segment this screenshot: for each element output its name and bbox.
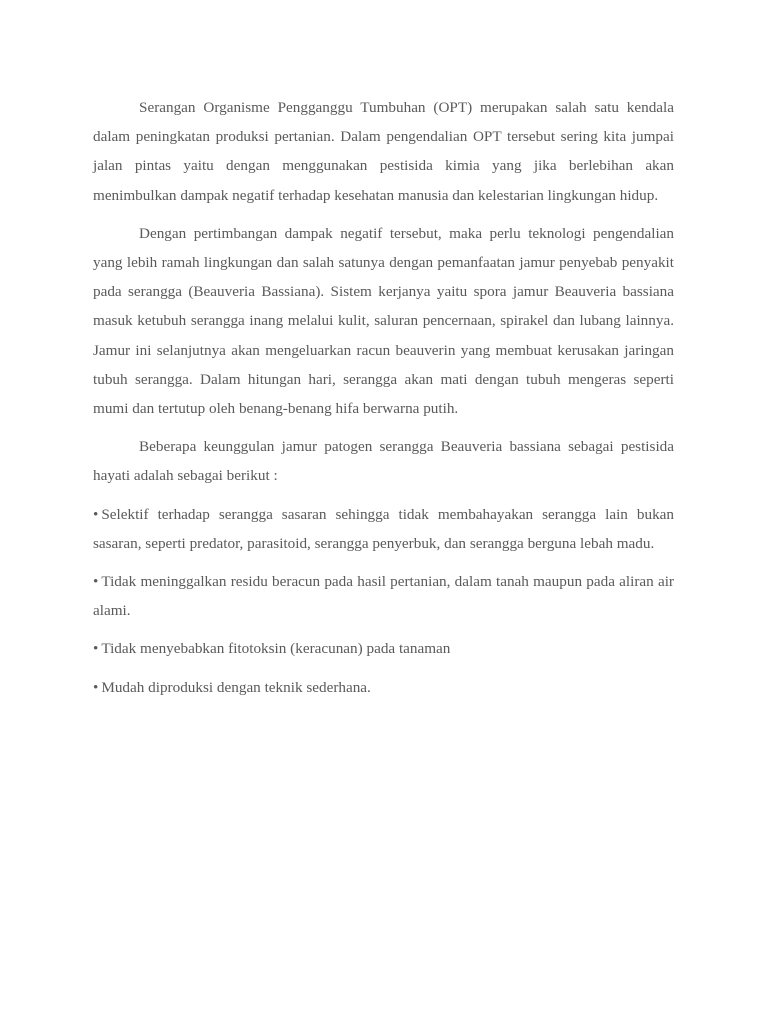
- document-page: [93, 93, 674, 711]
- bullet-text: Tidak menyebabkan fitotoksin (keracunan) pada tanaman: [101, 640, 451, 658]
- bullet-icon: •: [93, 640, 99, 658]
- bullet-icon: •: [93, 573, 99, 591]
- paragraph-beauveria-mechanism: Dengan pertimbangan dampak negatif tersebut, maka perlu teknologi pengendalian yang lebih ramah lingkungan dan salah satunya dengan pemanfaatan jamur penyebab penyakit pada serangga (Beauveria Bassiana). Sistem kerjanya yaitu spora jamur Beauveria bassiana masuk ketubuh serangga inang melalui kulit, saluran pencernaan, spirakel dan lubang lainnya. Jamur ini selanjutnya akan mengeluarkan racun beauverin yang membuat kerusakan jaringan tubuh serangga. Dalam hitungan hari, serangga akan mati dengan tubuh mengeras seperti mumi dan tertutup oleh benang-benang hifa berwarna putih.: [93, 224, 674, 418]
- bullet-item-no-residue: [93, 567, 674, 625]
- bullet-item-easy-production: [93, 673, 674, 702]
- paragraph-advantages-intro: Beberapa keunggulan jamur patogen serangga Beauveria bassiana sebagai pestisida hayati adalah sebagai berikut :: [93, 438, 674, 485]
- bullet-text: Tidak meninggalkan residu beracun pada hasil pertanian, dalam tanah maupun pada aliran air alami.: [93, 573, 674, 620]
- bullet-item-selective: [93, 500, 674, 558]
- bullet-text: Selektif terhadap serangga sasaran sehingga tidak membahayakan serangga lain bukan sasaran, seperti predator, parasitoid, serangga penyerbuk, dan serangga berguna lebah madu.: [93, 505, 674, 552]
- bullet-text: Mudah diproduksi dengan teknik sederhana.: [101, 678, 371, 696]
- paragraph-opt-intro: Serangan Organisme Pengganggu Tumbuhan (OPT) merupakan salah satu kendala dalam peningkatan produksi pertanian. Dalam pengendalian OPT tersebut sering kita jumpai jalan pintas yaitu dengan menggunakan pestisida kimia yang jika berlebihan akan menimbulkan dampak negatif terhadap kesehatan manusia dan kelestarian lingkungan hidup.: [93, 99, 674, 204]
- bullet-icon: •: [93, 505, 99, 523]
- bullet-item-no-phytotoxin: [93, 634, 674, 663]
- bullet-icon: •: [93, 678, 99, 696]
